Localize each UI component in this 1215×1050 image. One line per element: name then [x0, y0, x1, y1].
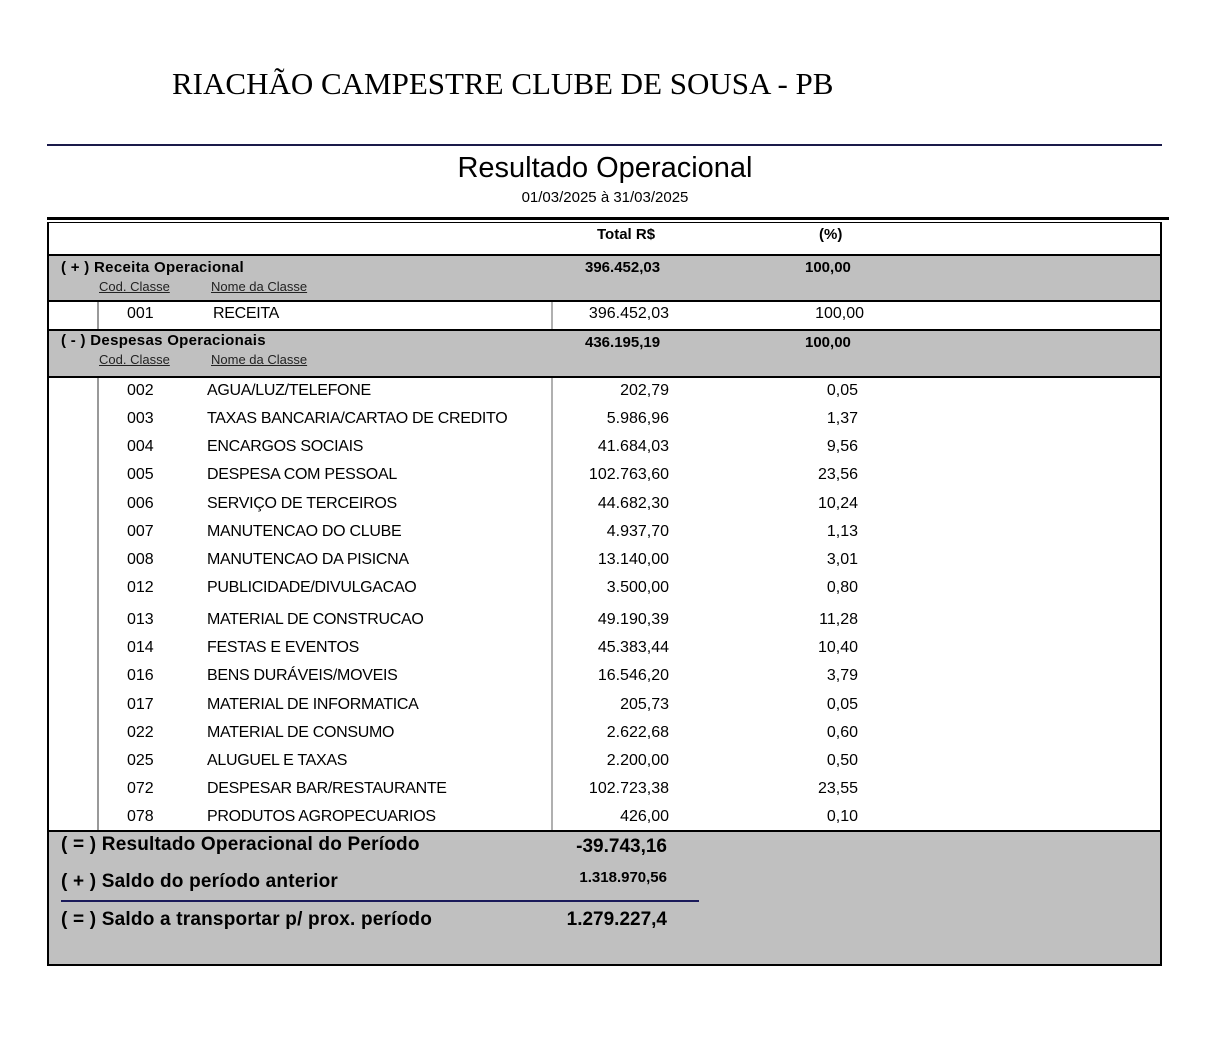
sub-header-name: Nome da Classe	[211, 279, 308, 294]
row-name: MANUTENCAO DO CLUBE	[207, 523, 402, 540]
row-value: 41.684,03	[597, 438, 669, 455]
row-value: 49.190,39	[597, 611, 669, 628]
table-row	[49, 463, 1160, 491]
row-code: 005	[127, 466, 154, 483]
table-row	[49, 664, 1160, 692]
sub-header-code: Cod. Classe	[99, 352, 170, 367]
receita-section-label: ( + ) Receita Operacional	[61, 259, 244, 276]
row-name: MATERIAL DE CONSUMO	[207, 724, 395, 741]
row-value: 4.937,70	[606, 523, 669, 540]
row-code: 004	[127, 438, 154, 455]
row-percent: 23,56	[817, 466, 858, 483]
row-percent: 0,60	[826, 724, 858, 741]
row-value: 45.383,44	[597, 639, 669, 656]
row-percent: 10,24	[817, 495, 858, 512]
row-name: ALUGUEL E TAXAS	[207, 752, 348, 769]
table-row	[49, 608, 1160, 636]
row-value: 44.682,30	[597, 495, 669, 512]
row-name: DESPESAR BAR/RESTAURANTE	[207, 780, 447, 797]
row-percent: 0,80	[826, 579, 858, 596]
row-percent: 1,37	[826, 410, 858, 427]
despesas-section-percent: 100,00	[805, 334, 851, 351]
saldo-transportar-label: ( = ) Saldo a transportar p/ prox. período	[61, 909, 433, 930]
row-code: 017	[127, 696, 154, 713]
row-percent: 0,05	[826, 382, 858, 399]
table-row	[49, 492, 1160, 520]
row-percent: 100,00	[815, 305, 864, 322]
header-divider	[47, 144, 1162, 146]
row-percent: 11,28	[819, 611, 858, 628]
row-code: 006	[127, 495, 154, 512]
table-row	[49, 636, 1160, 664]
row-percent: 3,79	[826, 667, 858, 684]
despesas-section-label: ( - ) Despesas Operacionais	[61, 332, 266, 349]
row-name: AGUA/LUZ/TELEFONE	[207, 382, 371, 399]
table-row	[49, 379, 1160, 407]
summary-divider	[61, 900, 699, 902]
receita-section-header	[49, 256, 1160, 300]
row-percent: 0,10	[826, 808, 858, 825]
row-percent: 0,50	[826, 752, 858, 769]
row-name: MANUTENCAO DA PISICNA	[207, 551, 409, 568]
receita-section-total: 396.452,03	[585, 259, 661, 276]
row-value: 2.200,00	[606, 752, 669, 769]
table-row	[49, 548, 1160, 576]
row-name: DESPESA COM PESSOAL	[207, 466, 397, 483]
row-value: 3.500,00	[606, 579, 669, 596]
row-value: 16.546,20	[597, 667, 669, 684]
row-value: 202,79	[620, 382, 669, 399]
row-code: 022	[127, 724, 154, 741]
receita-section-percent: 100,00	[805, 259, 851, 276]
row-code: 025	[127, 752, 154, 769]
table-row	[49, 749, 1160, 777]
row-name: BENS DURÁVEIS/MOVEIS	[207, 667, 398, 684]
table-row	[49, 721, 1160, 749]
row-value: 5.986,96	[606, 410, 669, 427]
row-code: 013	[127, 611, 154, 628]
sub-header-code: Cod. Classe	[99, 279, 170, 294]
row-percent: 1,13	[826, 523, 858, 540]
sub-header-name: Nome da Classe	[211, 352, 308, 367]
row-name: MATERIAL DE INFORMATICA	[207, 696, 419, 713]
row-value: 102.723,38	[588, 780, 669, 797]
despesas-section-total: 436.195,19	[585, 334, 661, 351]
resultado-value: -39.743,16	[576, 836, 667, 857]
row-name: FESTAS E EVENTOS	[207, 639, 359, 656]
row-code: 003	[127, 410, 154, 427]
row-name: TAXAS BANCARIA/CARTAO DE CREDITO	[207, 410, 508, 427]
saldo-transportar-value: 1.279.227,4	[566, 909, 667, 930]
despesas-section-header	[49, 331, 1160, 376]
resultado-label: ( = ) Resultado Operacional do Período	[61, 834, 420, 855]
row-name: SERVIÇO DE TERCEIROS	[207, 495, 397, 512]
row-name: RECEITA	[213, 305, 280, 322]
table-row	[49, 693, 1160, 721]
row-code: 001	[127, 305, 154, 322]
row-code: 002	[127, 382, 154, 399]
row-code: 012	[127, 579, 154, 596]
table-row	[49, 520, 1160, 548]
report-title: Resultado Operacional	[457, 152, 753, 184]
summary-section	[49, 832, 1160, 964]
row-percent: 10,40	[817, 639, 858, 656]
row-percent: 23,55	[817, 780, 858, 797]
table-top-divider	[47, 217, 1169, 220]
row-name: PUBLICIDADE/DIVULGACAO	[207, 579, 417, 596]
divider	[49, 376, 1160, 378]
row-name: ENCARGOS SOCIAIS	[207, 438, 364, 455]
report-period: 01/03/2025 à 31/03/2025	[521, 189, 689, 206]
row-code: 078	[127, 808, 154, 825]
table-row	[49, 407, 1160, 435]
row-percent: 0,05	[826, 696, 858, 713]
column-header-percent: (%)	[819, 226, 843, 243]
organization-title: RIACHÃO CAMPESTRE CLUBE DE SOUSA - PB	[172, 66, 834, 101]
saldo-anterior-label: ( + ) Saldo do período anterior	[61, 871, 338, 892]
row-code: 014	[127, 639, 154, 656]
column-header-total: Total R$	[597, 226, 656, 243]
row-value: 102.763,60	[588, 466, 669, 483]
table-row	[49, 302, 1160, 330]
row-name: MATERIAL DE CONSTRUCAO	[207, 611, 424, 628]
row-value: 2.622,68	[606, 724, 669, 741]
row-code: 007	[127, 523, 154, 540]
table-row	[49, 805, 1160, 833]
row-name: PRODUTOS AGROPECUARIOS	[207, 808, 436, 825]
row-value: 13.140,00	[597, 551, 669, 568]
row-value: 396.452,03	[588, 305, 669, 322]
table-row	[49, 777, 1160, 805]
report-table	[47, 222, 1162, 966]
row-value: 426,00	[620, 808, 669, 825]
row-code: 072	[127, 780, 154, 797]
row-percent: 9,56	[826, 438, 858, 455]
saldo-anterior-value: 1.318.970,56	[579, 869, 667, 886]
row-value: 205,73	[620, 696, 669, 713]
table-row	[49, 576, 1160, 604]
row-code: 008	[127, 551, 154, 568]
row-code: 016	[127, 667, 154, 684]
row-percent: 3,01	[826, 551, 858, 568]
table-row	[49, 435, 1160, 463]
